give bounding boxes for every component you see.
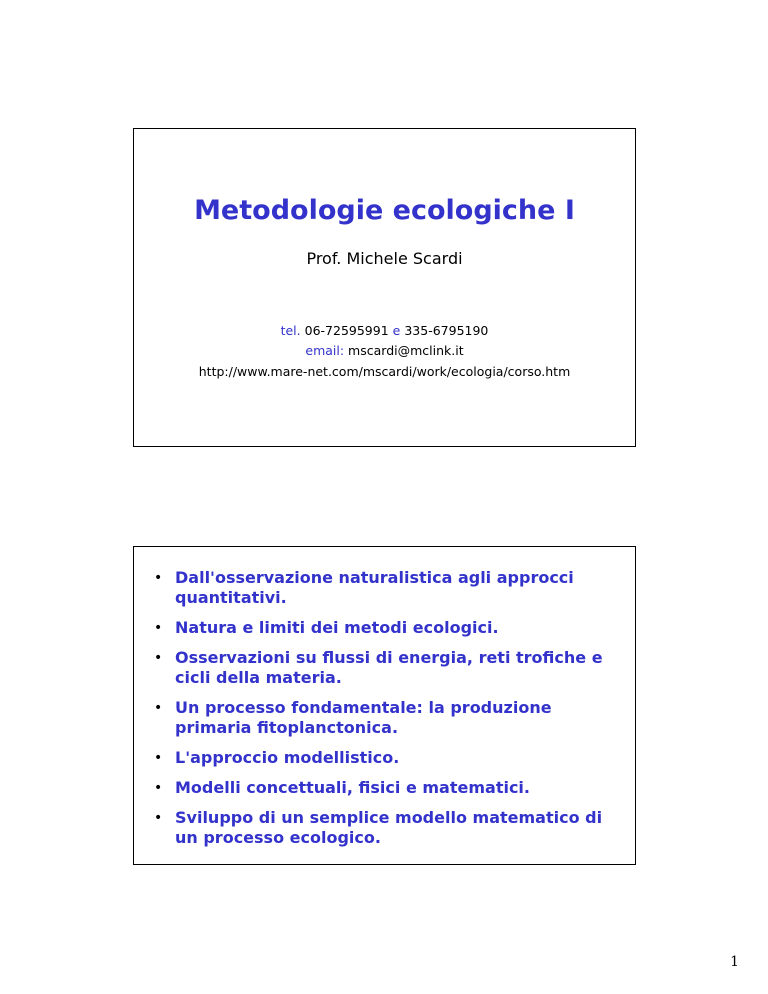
bullet-icon: • [154, 650, 163, 666]
bullet-icon: • [154, 810, 163, 826]
list-item [154, 778, 614, 798]
list-item [154, 568, 614, 608]
list-item [154, 748, 614, 768]
list-item-text: Un processo fondamentale: la produzione primaria fitoplanctonica. [175, 698, 552, 737]
bullet-icon: • [154, 620, 163, 636]
list-item-text: Natura e limiti dei metodi ecologici. [175, 618, 499, 637]
list-item-text: Sviluppo di un semplice modello matematico di un processo ecologico. [175, 808, 603, 847]
list-item [154, 698, 614, 738]
contact-email-line [134, 343, 635, 358]
and-label: e [392, 323, 401, 338]
list-item [154, 808, 614, 848]
email-label: email: [305, 343, 345, 358]
list-item-text: Osservazioni su flussi di energia, reti trofiche e cicli della materia. [175, 648, 603, 687]
tel-label: tel. [280, 323, 301, 338]
list-item-text: L'approccio modellistico. [175, 748, 400, 767]
tel-value: 06-72595991 [304, 323, 389, 338]
bullet-icon: • [154, 780, 163, 796]
list-item [154, 648, 614, 688]
list-item-text: Modelli concettuali, fisici e matematici. [175, 778, 530, 797]
bullet-icon: • [154, 570, 163, 586]
contact-phone-line [134, 323, 635, 338]
email-value[interactable]: mscardi@mclink.it [348, 343, 464, 358]
slide-1 [133, 128, 636, 447]
course-url[interactable]: http://www.mare-net.com/mscardi/work/ecologia/corso.htm [198, 364, 571, 379]
slide-title: Metodologie ecologiche I [194, 195, 575, 226]
slide-2 [133, 546, 636, 865]
page-number: 1 [730, 954, 739, 970]
professor-name: Prof. Michele Scardi [306, 249, 463, 268]
bullet-icon: • [154, 700, 163, 716]
mobile-value: 335-6795190 [404, 323, 489, 338]
list-item-text: Dall'osservazione naturalistica agli approcci quantitativi. [175, 568, 574, 607]
topic-list [154, 568, 614, 858]
list-item [154, 618, 614, 638]
bullet-icon: • [154, 750, 163, 766]
